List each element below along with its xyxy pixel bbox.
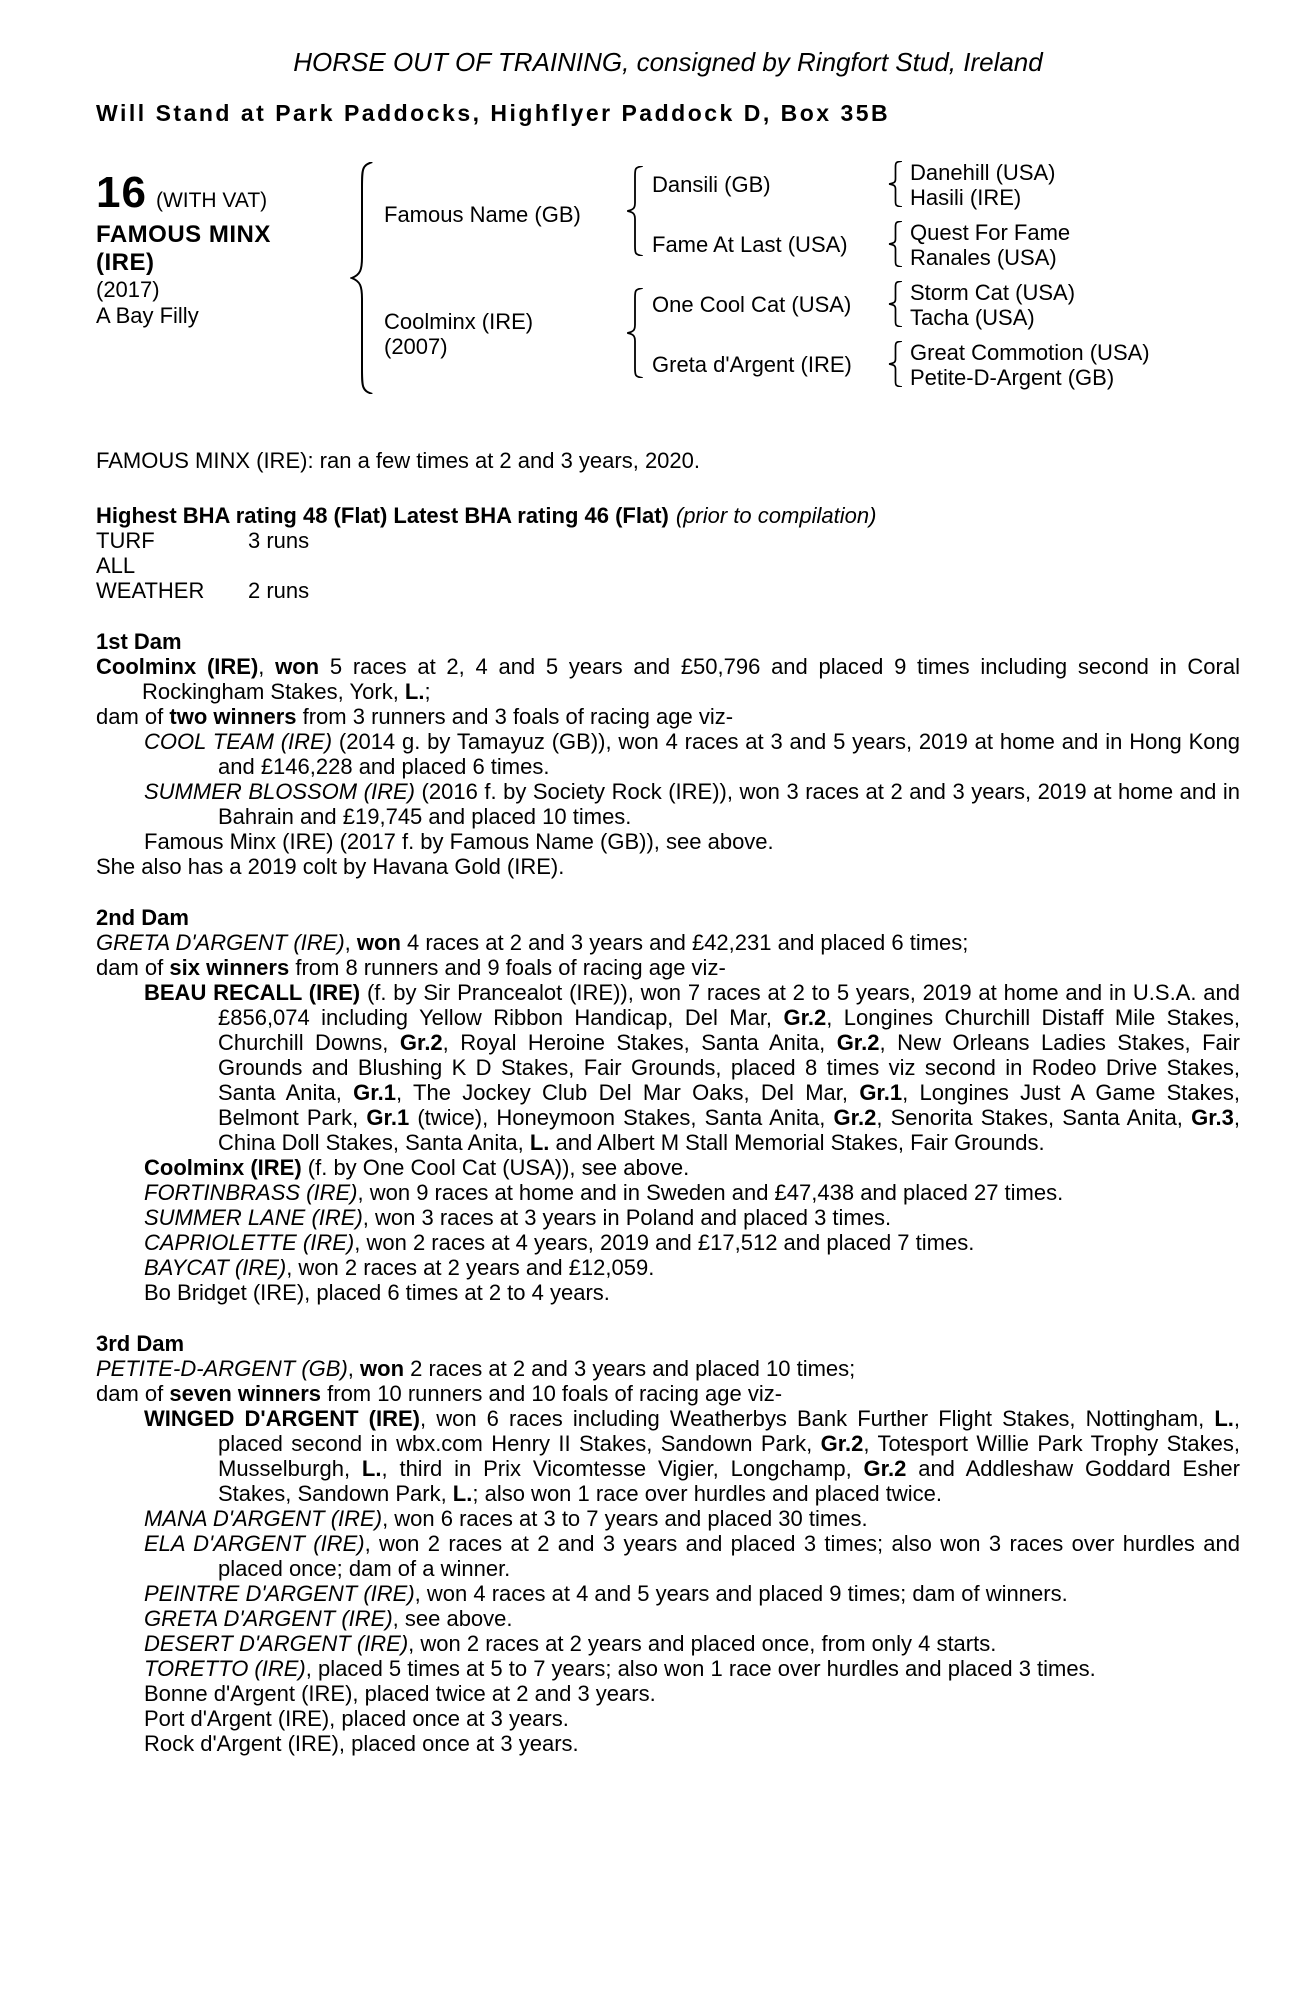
text-run: Gr.2 — [783, 1005, 827, 1030]
text-run: Bo Bridget (IRE), placed 6 times at 2 to 4 years. — [144, 1280, 610, 1305]
rating-row-all-weather — [96, 553, 1240, 603]
pedigree-paragraph — [96, 704, 1240, 729]
text-run: 2 races at 2 and 3 years and placed 10 times; — [404, 1356, 856, 1381]
text-run: and Albert M Stall Memorial Stakes, Fair Grounds. — [549, 1130, 1045, 1155]
text-run: ; also won 1 race over hurdles and placed twice. — [472, 1481, 942, 1506]
pedigree-paragraph — [96, 1631, 1240, 1656]
text-run: Gr.3 — [1191, 1105, 1234, 1130]
runs-count: 2 runs — [248, 578, 310, 603]
rating-row-turf — [96, 528, 1240, 553]
pedigree-brace-gen3 — [888, 221, 903, 267]
surface-label: ALL WEATHER — [96, 553, 205, 603]
pedigree-name: One Cool Cat (USA) — [652, 292, 852, 317]
text-run: , placed 5 times at 5 to 7 years; also won 1 race over hurdles and placed 3 times. — [305, 1656, 1096, 1681]
foaling-year: (2017) — [96, 277, 160, 302]
pedigree-name: Petite-D-Argent (GB) — [910, 365, 1115, 390]
text-run: Port d'Argent (IRE), placed once at 3 years. — [144, 1706, 569, 1731]
text-run: , — [344, 930, 357, 955]
text-run: two winners — [169, 704, 297, 729]
pedigree-paragraph — [96, 779, 1240, 829]
text-run: SUMMER LANE (IRE) — [144, 1205, 363, 1230]
horse-name-suffix: (IRE) — [96, 249, 155, 276]
brace-curve — [627, 288, 642, 378]
pedigree-paragraph — [96, 1255, 1240, 1280]
pedigree-brace-gen3 — [888, 341, 903, 387]
text-run: dam of — [96, 704, 170, 729]
pedigree-name: Fame At Last (USA) — [652, 232, 848, 257]
text-run: , — [347, 1356, 361, 1381]
pedigree-brace-gen1 — [350, 162, 374, 394]
text-run: , Longines Churchill Distaff Mile Stakes, Churchill Downs, — [218, 1005, 1240, 1055]
pedigree-paragraph — [96, 1356, 1240, 1381]
pedigree-paragraph — [96, 930, 1240, 955]
pedigree-name: Hasili (IRE) — [910, 185, 1022, 210]
pedigree-brace-gen3 — [888, 161, 903, 207]
text-run: Famous Minx (IRE) (2017 f. by Famous Name (GB)), see above. — [144, 829, 774, 854]
text-run: , won 6 races at 3 to 7 years and placed 30 times. — [382, 1506, 868, 1531]
text-run: (2014 g. by Tamayuz (GB)), won 4 races at 3 and 5 years, 2019 at home and in Hong Kong and £146,228 and placed 6 times. — [218, 729, 1240, 779]
text-run: , won 2 races at 4 years, 2019 and £17,512 and placed 7 times. — [354, 1230, 975, 1255]
text-run: , won 2 races at 2 and 3 years and placed 3 times; also won 3 races over hurdles and placed once; dam of a winner. — [218, 1531, 1240, 1581]
pedigree-name: Great Commotion (USA) — [910, 340, 1150, 365]
pedigree-paragraph — [96, 729, 1240, 779]
pedigree-paragraph — [96, 1581, 1240, 1606]
text-run: 5 races at 2, 4 and 5 years and £50,796 and placed 9 times including second in Coral Rockingham Stakes, York, — [142, 654, 1240, 704]
pedigree-name: Dansili (GB) — [652, 172, 771, 197]
text-run: GRETA D'ARGENT (IRE) — [96, 930, 345, 955]
text-run: and Addleshaw Goddard Esher Stakes, Sandown Park, — [218, 1456, 1240, 1506]
pedigree-sire: Famous Name (GB) — [384, 202, 581, 227]
text-run: , won 2 races at 2 years and placed once, from only 4 starts. — [408, 1631, 997, 1656]
pedigree-name: Ranales (USA) — [910, 245, 1057, 270]
consignment-header: HORSE OUT OF TRAINING, consigned by Ringfort Stud, Ireland — [293, 47, 1043, 77]
pedigree-paragraph — [96, 1656, 1240, 1681]
pedigree-paragraph — [96, 1205, 1240, 1230]
text-run: , China Doll Stakes, Santa Anita, — [218, 1105, 1241, 1155]
runs-count: 3 runs — [248, 528, 310, 553]
text-run: six winners — [169, 955, 290, 980]
pedigree-paragraph — [96, 1531, 1240, 1581]
text-run: from 3 runners and 3 foals of racing age viz- — [296, 704, 734, 729]
text-run: , won 3 races at 3 years in Poland and placed 3 times. — [362, 1205, 892, 1230]
pedigree-paragraph — [96, 1381, 1240, 1406]
bha-ratings — [96, 503, 1240, 603]
text-run: Gr.2 — [399, 1030, 443, 1055]
text-run: won — [356, 930, 401, 955]
dam-section-title: 3rd Dam — [96, 1331, 185, 1356]
horse-description: A Bay Filly — [96, 303, 199, 328]
text-run: , Totesport Willie Park Trophy Stakes, Musselburgh, — [218, 1431, 1240, 1481]
text-run: PETITE-D-ARGENT (GB) — [96, 1356, 348, 1381]
text-run: GRETA D'ARGENT (IRE) — [144, 1606, 393, 1631]
pedigree-paragraph — [96, 654, 1240, 704]
pedigree-name: Quest For Fame — [910, 220, 1071, 245]
vat-note: (WITH VAT) — [155, 189, 268, 212]
pedigree-name: Tacha (USA) — [910, 305, 1035, 330]
bha-rating-values: Highest BHA rating 48 (Flat) Latest BHA rating 46 (Flat) — [96, 503, 669, 528]
text-run: BEAU RECALL (IRE) — [144, 980, 361, 1005]
text-run: BAYCAT (IRE) — [144, 1255, 287, 1280]
pedigree-dam: Coolminx (IRE) — [384, 309, 534, 334]
text-run: MANA D'ARGENT (IRE) — [144, 1506, 383, 1531]
pedigree-paragraph — [96, 980, 1240, 1155]
dam-section-title: 2nd Dam — [96, 905, 189, 930]
text-run: , won 9 races at home and in Sweden and £47,438 and placed 27 times. — [357, 1180, 1064, 1205]
pedigree-paragraph — [96, 1406, 1240, 1506]
text-run: seven winners — [169, 1381, 322, 1406]
pedigree-name: Greta d'Argent (IRE) — [652, 352, 852, 377]
text-run: L. — [529, 1130, 550, 1155]
text-run: Gr.2 — [863, 1456, 907, 1481]
pedigree-name: Danehill (USA) — [910, 160, 1056, 185]
brace-curve — [889, 161, 902, 207]
text-run: (twice), Honeymoon Stakes, Santa Anita, — [409, 1105, 834, 1130]
bha-rating-note: (prior to compilation) — [675, 503, 877, 528]
text-run: L. — [452, 1481, 473, 1506]
dam-section-title: 1st Dam — [96, 629, 182, 654]
pedigree-table — [96, 160, 1240, 402]
text-run: won — [275, 654, 320, 679]
text-run: , Royal Heroine Stakes, Santa Anita, — [442, 1030, 837, 1055]
pedigree-paragraph — [96, 854, 1240, 879]
text-run: (2016 f. by Society Rock (IRE)), won 3 races at 2 and 3 years, 2019 at home and in Bahrain and £19,745 and placed 10 times. — [218, 779, 1240, 829]
horse-name: FAMOUS MINX — [96, 221, 271, 248]
text-run: , Senorita Stakes, Santa Anita, — [876, 1105, 1192, 1130]
text-run: Gr.2 — [833, 1105, 877, 1130]
text-run: Gr.1 — [366, 1105, 410, 1130]
text-run: Gr.1 — [859, 1080, 903, 1105]
text-run: L. — [404, 679, 425, 704]
text-run: WINGED D'ARGENT (IRE) — [144, 1406, 420, 1431]
text-run: Gr.2 — [836, 1030, 880, 1055]
text-run: DESERT D'ARGENT (IRE) — [144, 1631, 409, 1656]
text-run: , Longines Just A Game Stakes, Belmont Park, — [218, 1080, 1240, 1130]
pedigree-paragraph — [96, 1706, 1240, 1731]
text-run: , The Jockey Club Del Mar Oaks, Del Mar, — [395, 1080, 860, 1105]
pedigree-brace-gen2-sire — [626, 166, 644, 256]
pedigree-paragraph — [96, 1606, 1240, 1631]
stand-location-header: Will Stand at Park Paddocks, Highflyer Paddock D, Box 35B — [96, 100, 891, 126]
lot-number-line — [96, 168, 271, 217]
pedigree-paragraph — [96, 1681, 1240, 1706]
brace-curve — [889, 221, 902, 267]
text-run: Gr.1 — [353, 1080, 396, 1105]
text-run: , won 6 races including Weatherbys Bank Further Flight Stakes, Nottingham, — [419, 1406, 1215, 1431]
text-run: , placed second in wbx.com Henry II Stakes, Sandown Park, — [218, 1406, 1240, 1456]
dam-sections — [96, 629, 1240, 1756]
text-run: , New Orleans Ladies Stakes, Fair Grounds and Blushing K D Stakes, Fair Grounds, placed 8 times viz second in Rodeo Drive Stakes, Santa Anita, — [218, 1030, 1240, 1105]
text-run: COOL TEAM (IRE) — [144, 729, 333, 754]
text-run: She also has a 2019 colt by Havana Gold (IRE). — [96, 854, 565, 879]
text-run: , won 2 races at 2 years and £12,059. — [286, 1255, 655, 1280]
text-run: Bonne d'Argent (IRE), placed twice at 2 and 3 years. — [144, 1681, 656, 1706]
pedigree-paragraph — [96, 829, 1240, 854]
text-run: dam of — [96, 1381, 170, 1406]
brace-curve — [889, 341, 902, 387]
text-run: Rock d'Argent (IRE), placed once at 3 years. — [144, 1731, 579, 1756]
text-run: FORTINBRASS (IRE) — [144, 1180, 358, 1205]
pedigree-paragraph — [96, 955, 1240, 980]
brace-curve — [627, 166, 642, 256]
text-run: from 10 runners and 10 foals of racing age viz- — [321, 1381, 783, 1406]
text-run: dam of — [96, 955, 170, 980]
pedigree-brace-gen2-dam — [626, 288, 644, 378]
bha-rating-heading — [96, 503, 1240, 528]
pedigree-paragraph — [96, 1506, 1240, 1531]
text-run: L. — [361, 1456, 382, 1481]
text-run: from 8 runners and 9 foals of racing age viz- — [289, 955, 726, 980]
lot-header — [96, 168, 271, 329]
pedigree-paragraph — [96, 1280, 1240, 1305]
pedigree-name: Storm Cat (USA) — [910, 280, 1076, 305]
text-run: , see above. — [392, 1606, 513, 1631]
race-record: FAMOUS MINX (IRE): ran a few times at 2 and 3 years, 2020. — [96, 448, 701, 473]
pedigree-dam-year: (2007) — [384, 334, 448, 359]
text-run: Coolminx (IRE) — [96, 654, 259, 679]
text-run: PEINTRE D'ARGENT (IRE) — [144, 1581, 415, 1606]
text-run: (f. by One Cool Cat (USA)), see above. — [301, 1155, 690, 1180]
text-run: SUMMER BLOSSOM (IRE) — [144, 779, 415, 804]
text-run: 4 races at 2 and 3 years and £42,231 and placed 6 times; — [400, 930, 969, 955]
text-run: , third in Prix Vicomtesse Vigier, Longchamp, — [381, 1456, 864, 1481]
text-run: L. — [1214, 1406, 1234, 1431]
text-run: ; — [424, 679, 431, 704]
text-run: Gr.2 — [820, 1431, 864, 1456]
pedigree-paragraph — [96, 1155, 1240, 1180]
text-run: CAPRIOLETTE (IRE) — [144, 1230, 355, 1255]
pedigree-paragraph — [96, 1230, 1240, 1255]
text-run: Coolminx (IRE) — [144, 1155, 302, 1180]
text-run: ELA D'ARGENT (IRE) — [144, 1531, 365, 1556]
text-run: , — [258, 654, 276, 679]
brace-curve — [352, 162, 373, 394]
text-run: TORETTO (IRE) — [144, 1656, 306, 1681]
brace-curve — [889, 281, 902, 327]
text-run: , won 4 races at 4 and 5 years and placed 9 times; dam of winners. — [414, 1581, 1068, 1606]
text-run: won — [360, 1356, 405, 1381]
text-run: (f. by Sir Prancealot (IRE)), won 7 races at 2 to 5 years, 2019 at home and in U.S.A. and £856,074 including Yellow Ribbon Handicap, Del Mar, — [218, 980, 1240, 1030]
lot-number: 16 — [96, 168, 147, 217]
pedigree-paragraph — [96, 1731, 1240, 1756]
pedigree-brace-gen3 — [888, 281, 903, 327]
surface-label: TURF — [96, 528, 155, 553]
pedigree-paragraph — [96, 1180, 1240, 1205]
